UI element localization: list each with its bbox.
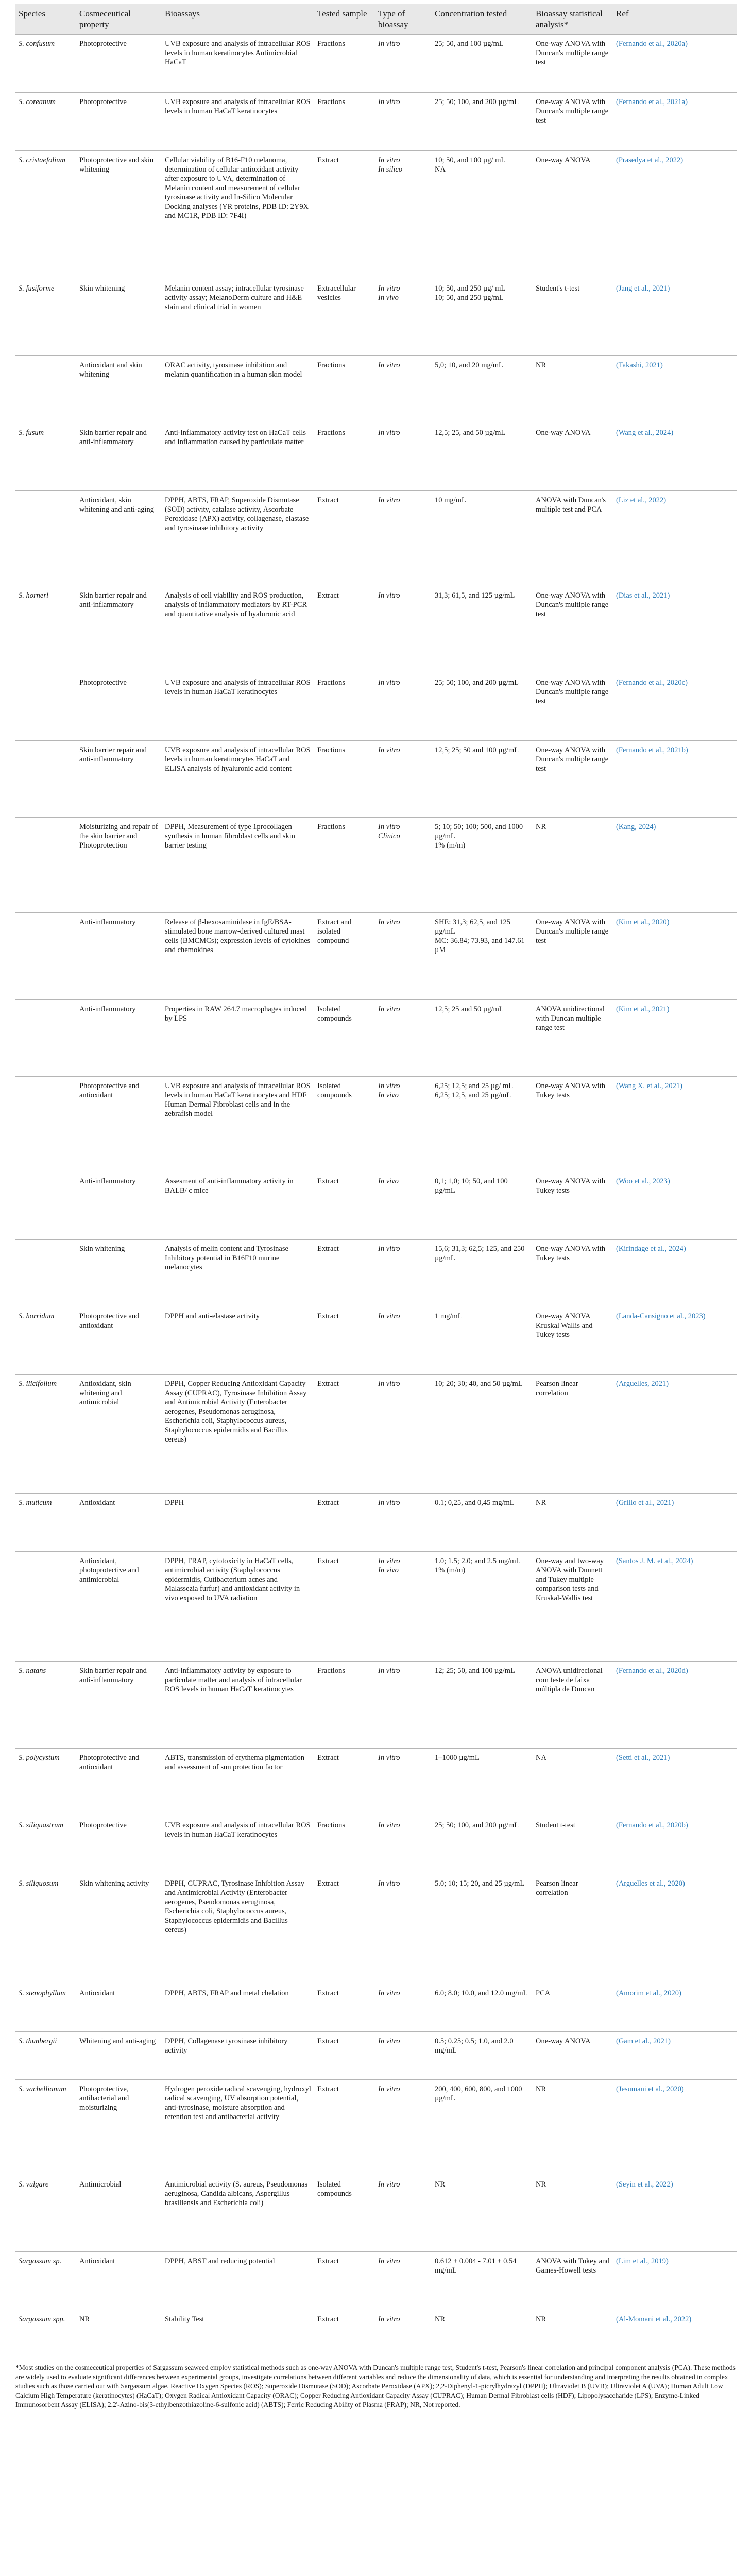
statistics-cell: ANOVA with Duncan's multiple test and PCA [533, 491, 613, 586]
type-cell: In vitro [375, 1984, 432, 2032]
species-cell [15, 1552, 76, 1662]
table-row [15, 1307, 737, 1375]
bioassays-cell: Properties in RAW 264.7 macrophages induced by LPS [162, 1000, 314, 1077]
type-cell: In vitro [375, 356, 432, 423]
property-cell: Antioxidant and skin whitening [76, 356, 162, 423]
property-cell: Photoprotective, antibacterial and moisturizing [76, 2080, 162, 2175]
sample-cell: Extract [314, 1172, 375, 1240]
species-cell [15, 913, 76, 1000]
concentration-cell: 1–1000 µg/mL [432, 1749, 533, 1816]
species-cell [15, 741, 76, 818]
table-row [15, 1874, 737, 1984]
bioassays-cell: UVB exposure and analysis of intracellular ROS levels in human HaCaT keratinocytes [162, 93, 314, 151]
sample-cell: Fractions [314, 356, 375, 423]
header-property: Cosmeceutical property [76, 4, 162, 35]
species-cell: S. cristaefolium [15, 151, 76, 279]
type-cell: In vitro [375, 2080, 432, 2175]
sample-cell: Extract [314, 1874, 375, 1984]
concentration-cell: 25; 50; 100, and 200 µg/mL [432, 1816, 533, 1874]
species-cell: S. natans [15, 1662, 76, 1749]
property-cell: Antioxidant, skin whitening and anti-aging [76, 491, 162, 586]
reference-link[interactable]: (Seyin et al., 2022) [613, 2175, 737, 2252]
table-row [15, 93, 737, 151]
statistics-cell: NR [533, 2310, 613, 2358]
cosmeceutical-table [15, 4, 737, 2358]
property-cell: Photoprotective and antioxidant [76, 1077, 162, 1172]
reference-link[interactable]: (Landa-Cansigno et al., 2023) [613, 1307, 737, 1375]
bioassays-cell: DPPH, FRAP, cytotoxicity in HaCaT cells, antimicrobial activity (Staphylococcus epidermidis, Cutibacterium acnes and Malassezia furfur) and antioxidant activity in vivo exposed to UVA radiation [162, 1552, 314, 1662]
statistics-cell: NA [533, 1749, 613, 1816]
type-cell: In vitro [375, 913, 432, 1000]
species-cell: Sargassum sp. [15, 2252, 76, 2310]
reference-link[interactable]: (Woo et al., 2023) [613, 1172, 737, 1240]
statistics-cell: Student's t-test [533, 279, 613, 356]
species-cell: S. vulgare [15, 2175, 76, 2252]
statistics-cell: One-way ANOVA with Tukey tests [533, 1240, 613, 1307]
sample-cell: Extract [314, 491, 375, 586]
reference-link[interactable]: (Wang X. et al., 2021) [613, 1077, 737, 1172]
type-cell: In vitro In vivo [375, 1077, 432, 1172]
statistics-cell: Pearson linear correlation [533, 1874, 613, 1984]
species-cell [15, 1240, 76, 1307]
type-cell: In vitro [375, 586, 432, 673]
concentration-cell: 200, 400, 600, 800, and 1000 µg/mL [432, 2080, 533, 2175]
concentration-cell: 31,3; 61,5, and 125 µg/mL [432, 586, 533, 673]
table-row [15, 741, 737, 818]
statistics-cell: NR [533, 2080, 613, 2175]
reference-link[interactable]: (Fernando et al., 2020b) [613, 1816, 737, 1874]
concentration-cell: NR [432, 2310, 533, 2358]
sample-cell: Isolated compounds [314, 2175, 375, 2252]
statistics-cell: One-way ANOVA [533, 151, 613, 279]
reference-link[interactable]: (Setti et al., 2021) [613, 1749, 737, 1816]
reference-link[interactable]: (Santos J. M. et al., 2024) [613, 1552, 737, 1662]
concentration-cell: SHE: 31,3; 62,5, and 125 µg/mL MC: 36.84; 73.93, and 147.61 µM [432, 913, 533, 1000]
table-row [15, 491, 737, 586]
table-row [15, 1816, 737, 1874]
table-row [15, 673, 737, 741]
sample-cell: Extract [314, 2032, 375, 2080]
bioassays-cell: Assesment of anti-inflammatory activity in BALB/ c mice [162, 1172, 314, 1240]
bioassays-cell: Analysis of melin content and Tyrosinase Inhibitory potential in B16F10 murine melanocytes [162, 1240, 314, 1307]
reference-link[interactable]: (Gam et al., 2021) [613, 2032, 737, 2080]
concentration-cell: 6,25; 12,5; and 25 µg/ mL 6,25; 12,5, and 25 µg/mL [432, 1077, 533, 1172]
bioassays-cell: Antimicrobial activity (S. aureus, Pseudomonas aeruginosa, Candida albicans, Aspergillus brasiliensis and Escherichia coli) [162, 2175, 314, 2252]
reference-link[interactable]: (Fernando et al., 2021a) [613, 93, 737, 151]
statistics-cell: ANOVA with Tukey and Games-Howell tests [533, 2252, 613, 2310]
type-cell: In vitro [375, 1874, 432, 1984]
concentration-cell: 12,5; 25 and 50 µg/mL [432, 1000, 533, 1077]
reference-link[interactable]: (Fernando et al., 2020d) [613, 1662, 737, 1749]
property-cell: Anti-inflammatory [76, 1172, 162, 1240]
bioassays-cell: UVB exposure and analysis of intracellular ROS levels in human keratinocytes Antimicrobial HaCaT [162, 35, 314, 93]
type-cell: In vitro [375, 1240, 432, 1307]
property-cell: Antioxidant [76, 1494, 162, 1552]
reference-link[interactable]: (Lim et al., 2019) [613, 2252, 737, 2310]
header-ref: Ref [613, 4, 737, 35]
species-cell: S. fusiforme [15, 279, 76, 356]
table-row [15, 1494, 737, 1552]
concentration-cell: 25; 50; 100, and 200 µg/mL [432, 93, 533, 151]
reference-link[interactable]: (Prasedya et al., 2022) [613, 151, 737, 279]
reference-link[interactable]: (Dias et al., 2021) [613, 586, 737, 673]
table-row [15, 2032, 737, 2080]
sample-cell: Extract [314, 1749, 375, 1816]
species-cell: S. stenophyllum [15, 1984, 76, 2032]
property-cell: Photoprotective and skin whitening [76, 151, 162, 279]
property-cell: Skin barrier repair and anti-inflammatory [76, 1662, 162, 1749]
table-row [15, 1375, 737, 1494]
bioassays-cell: UVB exposure and analysis of intracellular ROS levels in human HaCaT keratinocytes and HDF Human Dermal Fibroblast cells and in the zebrafish model [162, 1077, 314, 1172]
type-cell: In vitro In silico [375, 151, 432, 279]
sample-cell: Extract [314, 1552, 375, 1662]
sample-cell: Extract and isolated compound [314, 913, 375, 1000]
property-cell: NR [76, 2310, 162, 2358]
table-row [15, 1172, 737, 1240]
statistics-cell: One-way ANOVA with Duncan's multiple range test [533, 913, 613, 1000]
table-row [15, 2252, 737, 2310]
type-cell: In vitro [375, 1494, 432, 1552]
type-cell: In vitro [375, 2032, 432, 2080]
property-cell: Moisturizing and repair of the skin barrier and Photoprotection [76, 818, 162, 913]
property-cell: Anti-inflammatory [76, 1000, 162, 1077]
reference-link[interactable]: (Arguelles et al., 2020) [613, 1874, 737, 1984]
header-row [15, 4, 737, 35]
type-cell: In vitro [375, 93, 432, 151]
header-tested-sample: Tested sample [314, 4, 375, 35]
species-cell [15, 673, 76, 741]
type-cell: In vitro [375, 2252, 432, 2310]
species-cell [15, 356, 76, 423]
sample-cell: Extract [314, 1240, 375, 1307]
type-cell: In vitro Clinico [375, 818, 432, 913]
sample-cell: Extract [314, 2310, 375, 2358]
reference-link[interactable]: (Kirindage et al., 2024) [613, 1240, 737, 1307]
property-cell: Photoprotective and antioxidant [76, 1749, 162, 1816]
bioassays-cell: DPPH, Collagenase tyrosinase inhibitory activity [162, 2032, 314, 2080]
table-row [15, 2175, 737, 2252]
sample-cell: Extract [314, 586, 375, 673]
statistics-cell: One-way ANOVA with Tukey tests [533, 1172, 613, 1240]
sample-cell: Extract [314, 1984, 375, 2032]
bioassays-cell: Cellular viability of B16-F10 melanoma, determination of cellular antioxidant activity after exposure to UVA, determination of Melanin content and measurement of cellular tyrosinase activity and In-Silico Molecular Docking analyses (YR proteins, PDB ID: 2Y9X and MC1R, PDB ID: 7F4I) [162, 151, 314, 279]
reference-link[interactable]: (Fernando et al., 2021b) [613, 741, 737, 818]
concentration-cell: NR [432, 2175, 533, 2252]
reference-link[interactable]: (Wang et al., 2024) [613, 423, 737, 491]
reference-link[interactable]: (Kim et al., 2020) [613, 913, 737, 1000]
property-cell: Antioxidant [76, 1984, 162, 2032]
statistics-cell: One-way ANOVA [533, 2032, 613, 2080]
statistics-cell: NR [533, 1494, 613, 1552]
table-row [15, 1749, 737, 1816]
species-cell: S. coreanum [15, 93, 76, 151]
statistics-cell: One-way ANOVA Kruskal Wallis and Tukey tests [533, 1307, 613, 1375]
statistics-cell: One-way ANOVA with Duncan's multiple range test [533, 586, 613, 673]
bioassays-cell: DPPH, ABTS, FRAP and metal chelation [162, 1984, 314, 2032]
type-cell: In vitro [375, 673, 432, 741]
type-cell: In vitro [375, 1000, 432, 1077]
bioassays-cell: DPPH [162, 1494, 314, 1552]
reference-link[interactable]: (Amorim et al., 2020) [613, 1984, 737, 2032]
table-row [15, 1000, 737, 1077]
reference-link[interactable]: (Takashi, 2021) [613, 356, 737, 423]
table-row [15, 1077, 737, 1172]
statistics-cell: One-way ANOVA with Tukey tests [533, 1077, 613, 1172]
sample-cell: Extracellular vesicles [314, 279, 375, 356]
bioassays-cell: Analysis of cell viability and ROS production, analysis of inflammatory mediators by RT-PCR and quantitative analysis of hyaluronic acid [162, 586, 314, 673]
bioassays-cell: DPPH and anti-elastase activity [162, 1307, 314, 1375]
table-row [15, 818, 737, 913]
property-cell: Skin whitening activity [76, 1874, 162, 1984]
table-container [15, 4, 737, 2410]
species-cell: Sargassum spp. [15, 2310, 76, 2358]
table-row [15, 279, 737, 356]
header-concentration: Concentration tested [432, 4, 533, 35]
species-cell: S. fusum [15, 423, 76, 491]
reference-link[interactable]: (Arguelles, 2021) [613, 1375, 737, 1494]
sample-cell: Fractions [314, 35, 375, 93]
bioassays-cell: Anti-inflammatory activity test on HaCaT cells and inflammation caused by particulate matter [162, 423, 314, 491]
species-cell: S. horridum [15, 1307, 76, 1375]
type-cell: In vitro [375, 491, 432, 586]
species-cell [15, 1172, 76, 1240]
table-row [15, 913, 737, 1000]
type-cell: In vitro [375, 2175, 432, 2252]
sample-cell: Fractions [314, 1662, 375, 1749]
table-row [15, 1552, 737, 1662]
property-cell: Whitening and anti-aging [76, 2032, 162, 2080]
bioassays-cell: Release of β-hexosaminidase in IgE/BSA-stimulated bone marrow-derived cultured mast cells (BMCMCs); expression levels of cytokines and chemokines [162, 913, 314, 1000]
concentration-cell: 1.0; 1.5; 2.0; and 2.5 mg/mL 1% (m/m) [432, 1552, 533, 1662]
table-row [15, 586, 737, 673]
concentration-cell: 5; 10; 50; 100; 500, and 1000 µg/mL 1% (m/m) [432, 818, 533, 913]
sample-cell: Isolated compounds [314, 1077, 375, 1172]
property-cell: Antimicrobial [76, 2175, 162, 2252]
statistics-cell: PCA [533, 1984, 613, 2032]
sample-cell: Extract [314, 1307, 375, 1375]
table-row [15, 1240, 737, 1307]
statistics-cell: One-way and two-way ANOVA with Dunnett and Tukey multiple comparison tests and Kruskal-Wallis test [533, 1552, 613, 1662]
species-cell: S. confusum [15, 35, 76, 93]
concentration-cell: 10; 20; 30; 40, and 50 µg/mL [432, 1375, 533, 1494]
species-cell: S. polycystum [15, 1749, 76, 1816]
type-cell: In vitro [375, 1662, 432, 1749]
bioassays-cell: Stability Test [162, 2310, 314, 2358]
sample-cell: Extract [314, 2252, 375, 2310]
property-cell: Skin whitening [76, 1240, 162, 1307]
statistics-cell: ANOVA unidirecional com teste de faixa múltipla de Duncan [533, 1662, 613, 1749]
table-row [15, 1984, 737, 2032]
reference-link[interactable]: (Jang et al., 2021) [613, 279, 737, 356]
statistics-cell: One-way ANOVA with Duncan's multiple range test [533, 93, 613, 151]
sample-cell: Fractions [314, 423, 375, 491]
species-cell: S. siliquastrum [15, 1816, 76, 1874]
property-cell: Photoprotective [76, 35, 162, 93]
concentration-cell: 6.0; 8.0; 10.0, and 12.0 mg/mL [432, 1984, 533, 2032]
table-row [15, 35, 737, 93]
sample-cell: Extract [314, 1375, 375, 1494]
property-cell: Skin barrier repair and anti-inflammatory [76, 741, 162, 818]
statistics-cell: One-way ANOVA [533, 423, 613, 491]
statistics-cell: One-way ANOVA with Duncan's multiple range test [533, 35, 613, 93]
species-cell [15, 1077, 76, 1172]
sample-cell: Extract [314, 1494, 375, 1552]
bioassays-cell: DPPH, Copper Reducing Antioxidant Capacity Assay (CUPRAC), Tyrosinase Inhibition Assay and Antimicrobial Activity (Enterobacter aerogenes, Pseudomonas aeruginosa, Escherichia coli, Staphylococcus aureus, Staphylococcus epidermidis and Bacillus cereus) [162, 1375, 314, 1494]
statistics-cell: ANOVA unidirectional with Duncan multiple range test [533, 1000, 613, 1077]
statistics-cell: One-way ANOVA with Duncan's multiple range test [533, 741, 613, 818]
concentration-cell: 25; 50; 100, and 200 µg/mL [432, 673, 533, 741]
header-type: Type of bioassay [375, 4, 432, 35]
concentration-cell: 5,0; 10, and 20 mg/mL [432, 356, 533, 423]
species-cell: S. siliquosum [15, 1874, 76, 1984]
reference-link[interactable]: (Liz et al., 2022) [613, 491, 737, 586]
reference-link[interactable]: (Kang, 2024) [613, 818, 737, 913]
type-cell: In vivo [375, 1172, 432, 1240]
concentration-cell: 5.0; 10; 15; 20, and 25 µg/mL [432, 1874, 533, 1984]
table-footnote: *Most studies on the cosmeceutical properties of Sargassum seaweed employ statistical methods such as one-way ANOVA with Duncan's multiple range test, Student's t-test, Pearson's linear correlation and principal component analysis (PCA). These methods are widely used to evaluate significant differences between experimental groups, investigate correlations between different variables and reduce the dimensionality of data, which is essential for understanding and interpreting the results obtained in complex studies such as those carried out with Sargassum algae. Reactive Oxygen Species (ROS); Superoxide Dismutase (SOD); Ascorbate Peroxidase (APX); 2,2-Diphenyl-1-picrylhydrazyl (DPPH); Ultraviolet B (UVB); Ultraviolet A (UVA); Human Adult Low Calcium High Temperature (keratinocytes) (HaCaT); Oxygen Radical Antioxidant Capacity (ORAC); Copper Reducing Antioxidant Capacity Assay (CUPRAC); Human Dermal Fibroblast cells (HDF); Lipopolysaccharide (LPS); Enzyme-Linked Immunosorbent Assay (ELISA); 2,2'-Azino-bis(3-ethylbenzothiazoline-6-sulfonic acid) (ABTS); Ferric Reducing Ability of Plasma (FRAP); NR, Not reported. [15, 2364, 736, 2409]
bioassays-cell: Hydrogen peroxide radical scavenging, hydroxyl radical scavenging, UV absorption potential, anti-tyrosinase, moisture absorption and retention test and antibacterial activity [162, 2080, 314, 2175]
type-cell: In vitro [375, 1749, 432, 1816]
table-row [15, 356, 737, 423]
header-species: Species [15, 4, 76, 35]
concentration-cell: 0,1; 1,0; 10; 50, and 100 µg/mL [432, 1172, 533, 1240]
property-cell: Photoprotective [76, 93, 162, 151]
species-cell [15, 1000, 76, 1077]
statistics-cell: NR [533, 356, 613, 423]
sample-cell: Extract [314, 151, 375, 279]
species-cell: S. horneri [15, 586, 76, 673]
statistics-cell: NR [533, 818, 613, 913]
sample-cell: Fractions [314, 818, 375, 913]
concentration-cell: 1 mg/mL [432, 1307, 533, 1375]
bioassays-cell: DPPH, CUPRAC, Tyrosinase Inhibition Assay and Antimicrobial Activity (Enterobacter aerogenes, Pseudomonas aeruginosa, Escherichia coli, Staphylococcus aureus, Staphylococcus epidermidis and Bacillus cereus) [162, 1874, 314, 1984]
concentration-cell: 12; 25; 50, and 100 µg/mL [432, 1662, 533, 1749]
property-cell: Skin barrier repair and anti-inflammatory [76, 423, 162, 491]
reference-link[interactable]: (Jesumani et al., 2020) [613, 2080, 737, 2175]
sample-cell: Fractions [314, 673, 375, 741]
statistics-cell: Student t-test [533, 1816, 613, 1874]
bioassays-cell: Melanin content assay; intracellular tyrosinase activity assay; MelanoDerm culture and H&E stain and clinical trial in women [162, 279, 314, 356]
statistics-cell: One-way ANOVA with Duncan's multiple range test [533, 673, 613, 741]
table-row [15, 2080, 737, 2175]
species-cell: S. thunbergii [15, 2032, 76, 2080]
sample-cell: Fractions [314, 1816, 375, 1874]
statistics-cell: NR [533, 2175, 613, 2252]
type-cell: In vitro [375, 741, 432, 818]
sample-cell: Fractions [314, 741, 375, 818]
reference-link[interactable]: (Fernando et al., 2020c) [613, 673, 737, 741]
property-cell: Antioxidant, skin whitening and antimicrobial [76, 1375, 162, 1494]
header-bioassays: Bioassays [162, 4, 314, 35]
concentration-cell: 0.612 ± 0.004 - 7.01 ± 0.54 mg/mL [432, 2252, 533, 2310]
concentration-cell: 0.1; 0,25, and 0,45 mg/mL [432, 1494, 533, 1552]
statistics-cell: Pearson linear correlation [533, 1375, 613, 1494]
type-cell: In vitro In vivo [375, 279, 432, 356]
bioassays-cell: UVB exposure and analysis of intracellular ROS levels in human keratinocytes HaCaT and ELISA analysis of hyaluronic acid content [162, 741, 314, 818]
bioassays-cell: DPPH, ABTS, FRAP, Superoxide Dismutase (SOD) activity, catalase activity, Ascorbate Peroxidase (APX) activity, collagenase, elastase and tyrosinase inhibitory activity [162, 491, 314, 586]
bioassays-cell: UVB exposure and analysis of intracellular ROS levels in human HaCaT keratinocytes [162, 673, 314, 741]
species-cell: S. muticum [15, 1494, 76, 1552]
sample-cell: Fractions [314, 93, 375, 151]
type-cell: In vitro [375, 35, 432, 93]
bioassays-cell: DPPH, ABST and reducing potential [162, 2252, 314, 2310]
property-cell: Antioxidant [76, 2252, 162, 2310]
concentration-cell: 0.5; 0.25; 0.5; 1.0, and 2.0 mg/mL [432, 2032, 533, 2080]
property-cell: Photoprotective and antioxidant [76, 1307, 162, 1375]
property-cell: Photoprotective [76, 1816, 162, 1874]
reference-link[interactable]: (Al-Momani et al., 2022) [613, 2310, 737, 2358]
bioassays-cell: UVB exposure and analysis of intracellular ROS levels in human HaCaT keratinocytes [162, 1816, 314, 1874]
species-cell [15, 491, 76, 586]
bioassays-cell: Anti-inflammatory activity by exposure to particulate matter and analysis of intracellular ROS levels in human HaCaT keratinocytes [162, 1662, 314, 1749]
table-row [15, 151, 737, 279]
table-body [15, 35, 737, 2358]
species-cell: S. vachellianum [15, 2080, 76, 2175]
concentration-cell: 25; 50, and 100 µg/mL [432, 35, 533, 93]
concentration-cell: 10; 50, and 100 µg/ mL NA [432, 151, 533, 279]
concentration-cell: 10 mg/mL [432, 491, 533, 586]
property-cell: Skin whitening [76, 279, 162, 356]
species-cell [15, 818, 76, 913]
bioassays-cell: DPPH, Measurement of type 1procollagen synthesis in human fibroblast cells and skin barrier testing [162, 818, 314, 913]
reference-link[interactable]: (Fernando et al., 2020a) [613, 35, 737, 93]
type-cell: In vitro [375, 1307, 432, 1375]
property-cell: Skin barrier repair and anti-inflammatory [76, 586, 162, 673]
reference-link[interactable]: (Grillo et al., 2021) [613, 1494, 737, 1552]
type-cell: In vitro In vivo [375, 1552, 432, 1662]
property-cell: Photoprotective [76, 673, 162, 741]
concentration-cell: 10; 50, and 250 µg/ mL 10; 50, and 250 µg/mL [432, 279, 533, 356]
concentration-cell: 15,6; 31,3; 62,5; 125, and 250 µg/mL [432, 1240, 533, 1307]
property-cell: Antioxidant, photoprotective and antimicrobial [76, 1552, 162, 1662]
sample-cell: Extract [314, 2080, 375, 2175]
bioassays-cell: ABTS, transmission of erythema pigmentation and assessment of sun protection factor [162, 1749, 314, 1816]
type-cell: In vitro [375, 2310, 432, 2358]
property-cell: Anti-inflammatory [76, 913, 162, 1000]
table-row [15, 1662, 737, 1749]
table-row [15, 423, 737, 491]
concentration-cell: 12,5; 25; 50 and 100 µg/mL [432, 741, 533, 818]
reference-link[interactable]: (Kim et al., 2021) [613, 1000, 737, 1077]
sample-cell: Isolated compounds [314, 1000, 375, 1077]
type-cell: In vitro [375, 1375, 432, 1494]
header-statistics: Bioassay statistical analysis* [533, 4, 613, 35]
type-cell: In vitro [375, 423, 432, 491]
concentration-cell: 12,5; 25, and 50 µg/mL [432, 423, 533, 491]
species-cell: S. ilicifolium [15, 1375, 76, 1494]
type-cell: In vitro [375, 1816, 432, 1874]
table-row [15, 2310, 737, 2358]
bioassays-cell: ORAC activity, tyrosinase inhibition and melanin quantification in a human skin model [162, 356, 314, 423]
